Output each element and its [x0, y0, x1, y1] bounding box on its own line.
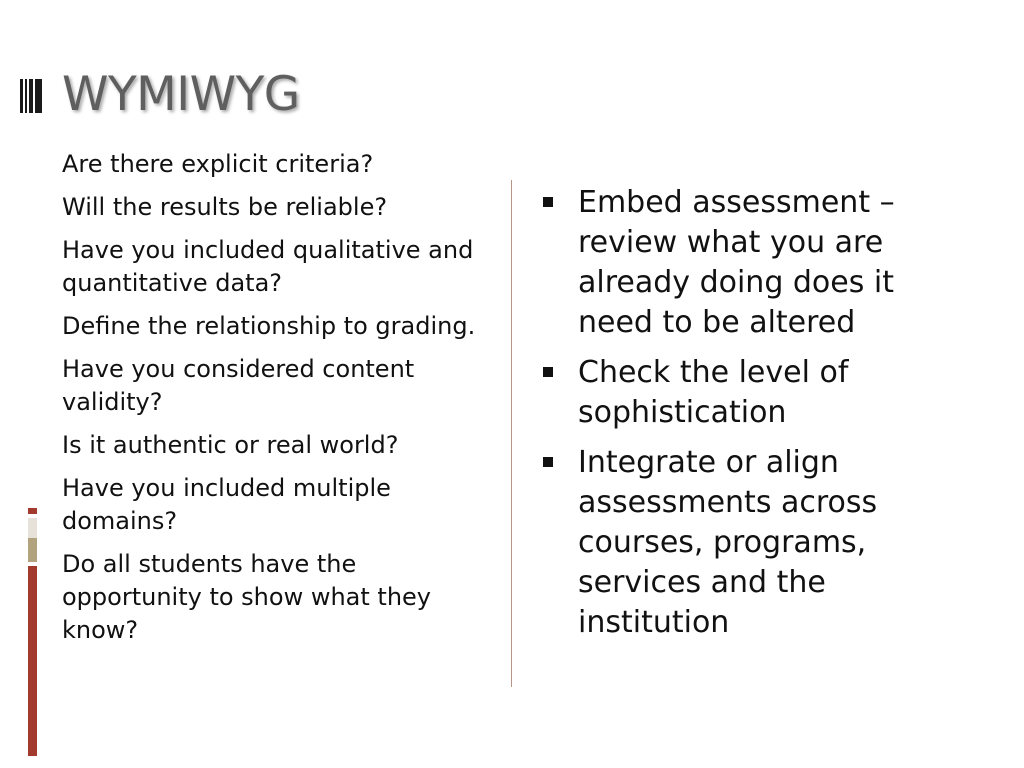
- bullet-text: Embed assessment – review what you are already doing does it need to be altered: [578, 185, 895, 340]
- list-item: Will the results be reliable?: [62, 193, 388, 221]
- bullet-item: [540, 443, 920, 643]
- list-item: Have you included multiple domains?: [62, 474, 391, 535]
- bullet-text: Integrate or align assessments across courses, programs, services and the institution: [578, 445, 878, 640]
- right-bullet-list: [540, 183, 920, 653]
- list-item: Do all students have the opportunity to show what they know?: [62, 550, 431, 644]
- list-item: Have you considered content validity?: [62, 355, 415, 416]
- square-bullet-icon: [543, 457, 553, 467]
- column-divider: [511, 180, 512, 687]
- list-item: Are there explicit criteria?: [62, 150, 374, 178]
- list-item: Have you included qualitative and quantitative data?: [62, 236, 474, 297]
- bullet-text: Check the level of sophistication: [578, 355, 849, 430]
- title-bars-icon: [20, 79, 42, 113]
- list-item: Is it authentic or real world?: [62, 431, 399, 459]
- left-question-list: [62, 148, 482, 657]
- bullet-item: [540, 353, 920, 433]
- list-item: Define the relationship to grading.: [62, 312, 476, 340]
- left-accent-bar: [28, 508, 37, 756]
- square-bullet-icon: [543, 367, 553, 377]
- bullet-item: [540, 183, 920, 343]
- slide-title: WYMIWYG: [62, 67, 300, 122]
- square-bullet-icon: [543, 197, 553, 207]
